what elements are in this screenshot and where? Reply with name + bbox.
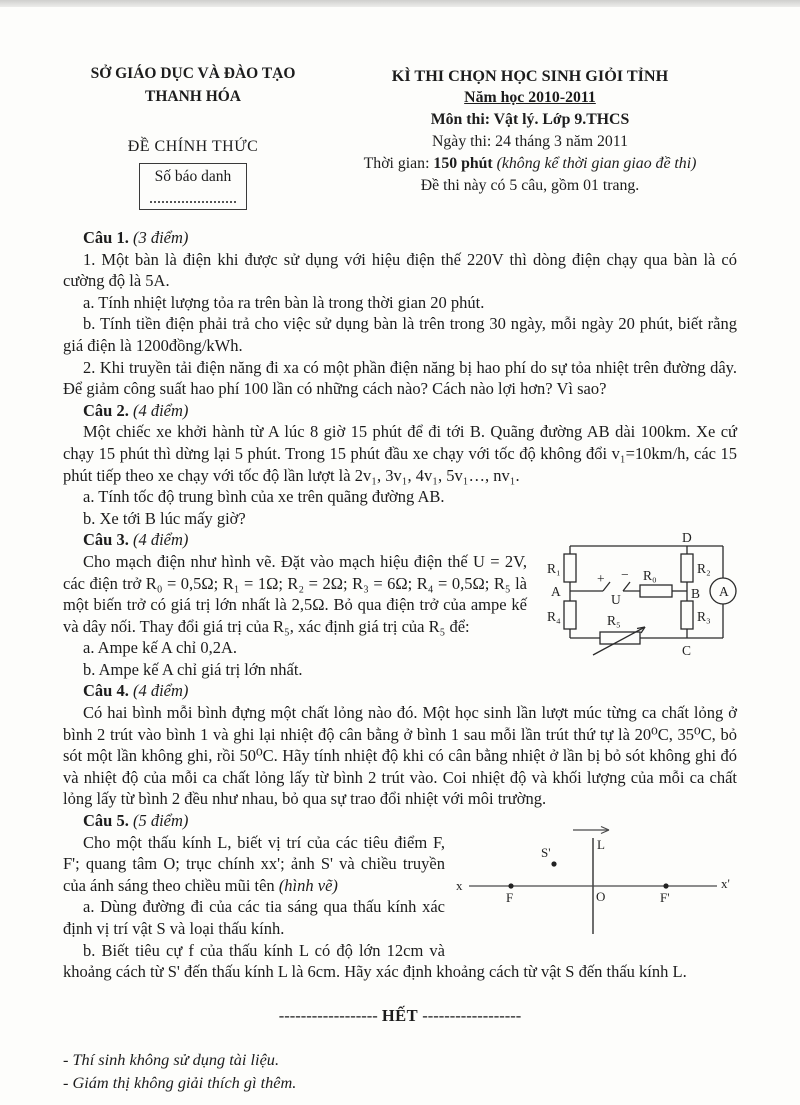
- axis-left-label: x: [456, 878, 463, 894]
- label-r3: R₃: [697, 609, 711, 625]
- label-r0: R₀: [643, 568, 657, 584]
- paragraph-main: Cho một thấu kính L, biết vị trí của các tiêu điểm F, F'; quang tâm O; trục chính xx'; ảnh S' và chiều truyền của ánh sáng theo chiều mũi tên: [63, 832, 445, 895]
- pages-note: Đề thi này có 5 câu, gồm 01 trang.: [420, 177, 640, 194]
- end-text: HẾT: [381, 1005, 419, 1025]
- duration-note: (không kể thời gian giao đề thi): [496, 155, 697, 172]
- paragraph: a. Tính nhiệt lượng tỏa ra trên bàn là trong thời gian 20 phút.: [83, 292, 485, 312]
- question-label: Câu 3.: [83, 530, 129, 550]
- question-points: (4 điểm): [132, 400, 189, 420]
- paragraph: Có hai bình mỗi bình đựng một chất lỏng nào đó. Một học sinh lần lượt múc từng ca chất lỏng ở bình 2 trút vào bình 1 và ghi lại nhiệt độ cân bằng ở bình 1 sau mỗi lần trút thứ tự là 20⁰C, 35⁰C, bỏ sót một lần không ghi, rồi 50⁰C. Hãy tính nhiệt độ khi có cân bằng nhiệt ở lần bị bỏ sót không ghi đó và nhiệt độ của mỗi ca chất lỏng lấy từ bình 2 trút vào. Coi nhiệt độ và khối lượng của mỗi ca chất lỏng lấy từ bình 2 đều như nhau, bỏ qua sự trao đổi nhiệt với môi trường.: [63, 703, 737, 809]
- plus-terminal: +: [597, 571, 605, 587]
- question-points: (4 điểm): [132, 530, 189, 550]
- question-1: [63, 227, 737, 400]
- question-5: [63, 810, 737, 983]
- label-r4: R₄: [547, 609, 561, 625]
- label-node-c: C: [682, 643, 692, 659]
- axis-right-label: x': [721, 876, 730, 892]
- exam-subject: Môn thi: Vật lý. Lớp 9.THCS: [430, 111, 630, 128]
- duration-value: 150 phút: [433, 155, 497, 172]
- question-label: Câu 2.: [83, 400, 129, 420]
- footer-note: - Giám thị không giải thích gì thêm.: [63, 1073, 297, 1093]
- question-points: (4 điểm): [132, 681, 189, 701]
- question-label: Câu 1.: [83, 228, 129, 247]
- image-point-label: S': [541, 845, 551, 861]
- focus-right-label: F': [660, 890, 670, 906]
- image-point-dot: [551, 861, 556, 866]
- exam-page: [0, 7, 800, 1105]
- question-points: (5 điểm): [132, 811, 189, 831]
- paragraph: a. Tính tốc độ trung bình của xe trên quãng đường AB.: [83, 487, 445, 507]
- province-name: THANH HÓA: [144, 88, 242, 105]
- paragraph: 2. Khi truyền tải điện năng đi xa có một phần điện năng bị hao phí do sự tỏa nhiệt trên đường dây. Để giảm công suất hao phí 100 lần có những cách nào? Cách nào lợi hơn? Vì sao?: [63, 357, 737, 399]
- exam-date: Ngày thi: 24 tháng 3 năm 2011: [432, 133, 628, 150]
- label-r2: R₂: [697, 561, 711, 577]
- exam-title: KÌ THI CHỌN HỌC SINH GIỎI TỈNH: [391, 67, 669, 85]
- optics-figure: [453, 820, 737, 954]
- paragraph: b. Xe tới B lúc mấy giờ?: [83, 508, 246, 528]
- label-source-u: U: [611, 592, 621, 608]
- figure-reference-note: (hình vẽ): [278, 875, 338, 895]
- department-name: SỞ GIÁO DỤC VÀ ĐÀO TẠO: [90, 65, 296, 82]
- question-label: Câu 5.: [83, 811, 129, 831]
- exam-duration: [323, 153, 737, 175]
- label-r5: R₅: [607, 613, 621, 629]
- label-r1: R₁: [547, 561, 561, 577]
- header: [63, 65, 737, 210]
- candidate-number-dotted-line: [150, 201, 236, 203]
- focus-left-label: F: [506, 890, 514, 906]
- end-marker: [63, 1005, 737, 1027]
- duration-prefix: Thời gian:: [363, 155, 434, 172]
- focus-right-dot: [663, 883, 668, 888]
- label-node-d: D: [682, 531, 692, 546]
- paragraph: 1. Một bàn là điện khi được sử dụng với hiệu điện thế 220V thì dòng điện chạy qua bàn là có cường độ là 5A.: [63, 249, 737, 291]
- question-3: [63, 529, 737, 680]
- paragraph: a. Ampe kế A chỉ 0,2A.: [83, 638, 237, 658]
- lens-label: L: [597, 837, 605, 853]
- footer-notes: [63, 1048, 737, 1094]
- question-heading: [63, 227, 737, 249]
- paragraph: a. Dùng đường đi của các tia sáng qua thấu kính xác định vị trí vật S và loại thấu kính.: [63, 897, 445, 938]
- header-right: [323, 65, 737, 210]
- optics-diagram: [453, 820, 737, 948]
- paragraph: b. Tính tiền điện phải trả cho việc sử dụng bàn là trên trong 30 ngày, mỗi ngày 20 phút, biết rằng giá điện là 1200đồng/kWh.: [63, 314, 737, 355]
- candidate-number-box: [139, 163, 247, 210]
- scan-top-edge: [0, 0, 800, 7]
- question-points: (3 điểm): [132, 228, 189, 247]
- end-dashes-left: ------------------: [278, 1005, 378, 1025]
- paragraph: b. Ampe kế A chỉ giá trị lớn nhất.: [83, 659, 303, 679]
- focus-left-dot: [508, 883, 513, 888]
- label-node-b: B: [691, 586, 701, 602]
- end-dashes-right: ------------------: [422, 1005, 522, 1025]
- candidate-number-label: Số báo danh: [154, 168, 232, 185]
- ammeter-label: A: [719, 584, 729, 600]
- exam-type-label: ĐỀ CHÍNH THỨC: [127, 138, 259, 155]
- footer-note: - Thí sinh không sử dụng tài liệu.: [63, 1050, 280, 1070]
- question-2: [63, 400, 737, 530]
- circuit-figure: [537, 531, 737, 675]
- paragraph: Một chiếc xe khởi hành từ A lúc 8 giờ 15 phút để đi tới B. Quãng đường AB dài 100km. Xe cứ chạy 15 phút thì dừng lại 5 phút. Trong 15 phút đầu xe chạy với tốc độ không đổi v₁=10km/h, các 15 phút tiếp theo xe chạy với tốc độ lần lượt là 2v₁, 3v₁, 4v₁, 5v₁…, nv₁.: [63, 422, 737, 485]
- minus-terminal: −: [621, 567, 629, 583]
- optical-center-label: O: [596, 889, 606, 905]
- exam-body: [63, 227, 737, 1094]
- question-heading: [63, 680, 737, 702]
- header-left: [63, 65, 323, 210]
- school-year: Năm học 2010-2011: [464, 89, 596, 106]
- question-4: [63, 680, 737, 810]
- paragraph: Cho mạch điện như hình vẽ. Đặt vào mạch hiệu điện thế U = 2V, các điện trở R₀ = 0,5Ω; R₁ = 1Ω; R₂ = 2Ω; R₃ = 6Ω; R₄ = 0,5Ω; R₅ là một biến trở có giá trị lớn nhất là 2,5Ω. Bỏ qua điện trở của ampe kế và dây nối. Thay đổi giá trị của R₅, xác định giá trị của R₅ để:: [63, 551, 527, 636]
- circuit-diagram: [537, 531, 737, 669]
- question-heading: [63, 400, 737, 422]
- label-node-a: A: [551, 584, 561, 600]
- paragraph: b. Biết tiêu cự f của thấu kính L có độ lớn 12cm và khoảng cách từ S' đến thấu kính L là 6cm. Hãy xác định khoảng cách từ vật S đến thấu kính L.: [63, 940, 687, 982]
- question-label: Câu 4.: [83, 681, 129, 701]
